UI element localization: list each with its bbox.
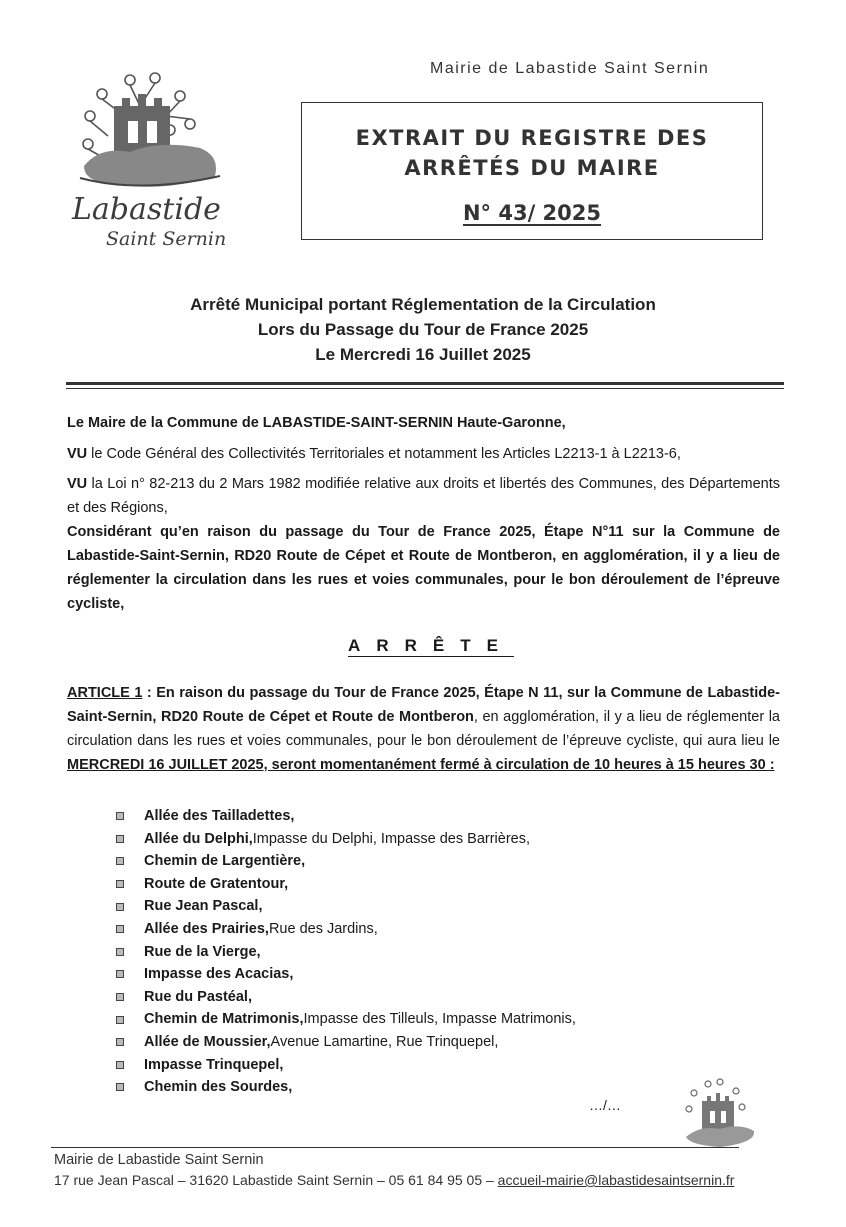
arrete-heading xyxy=(0,636,846,656)
bullet-square-icon xyxy=(116,1083,124,1091)
vu-label: VU xyxy=(67,476,88,492)
street-extra: Rue des Jardins, xyxy=(268,920,378,937)
street-name: Rue du Pastéal, xyxy=(144,988,252,1005)
article-1-bold-text: En raison du passage du Tour de France 2025, Étape N 11, sur la Commune de Labastide-Saint-Sernin, RD20 Route de Cépet et Route de Montberon xyxy=(67,685,781,725)
article-1-colon: : xyxy=(142,685,157,701)
maire-line: Le Maire de la Commune de LABASTIDE-SAINT-SERNIN Haute-Garonne, xyxy=(67,415,566,431)
street-extra: Avenue Lamartine, Rue Trinquepel, xyxy=(270,1033,499,1050)
town-logo xyxy=(70,66,230,256)
title-line-1: EXTRAIT DU REGISTRE DES xyxy=(355,126,709,150)
list-item xyxy=(116,1076,576,1099)
street-extra: Impasse des Tilleuls, Impasse Matrimonis, xyxy=(303,1011,576,1028)
divider-thick xyxy=(66,382,784,385)
vu-paragraph-1 xyxy=(67,442,780,466)
footer-contact xyxy=(54,1172,734,1188)
bullet-square-icon xyxy=(116,903,124,911)
town-emblem-icon xyxy=(70,66,230,196)
vu-text: la Loi n° 82-213 du 2 Mars 1982 modifiée relative aux droits et libertés des Communes, des Départements et des Régions, xyxy=(67,476,780,516)
list-item xyxy=(116,828,576,851)
street-name: Rue de la Vierge, xyxy=(144,943,261,960)
street-name: Allée de Moussier, xyxy=(144,1033,271,1050)
small-town-logo xyxy=(680,1075,760,1150)
street-name: Chemin de Largentière, xyxy=(144,853,306,870)
considerant-paragraph: Considérant qu’en raison du passage du Tour de France 2025, Étape N°11 sur la Commune de Labastide-Saint-Sernin, RD20 Route de Cépet et Route de Montberon, en agglomération, il y a lieu de réglementer la circulation dans les rues et voies communales, pour le bon déroulement de l’épreuve cycliste, xyxy=(67,524,780,612)
bullet-square-icon xyxy=(116,993,124,1001)
mairie-header: Mairie de Labastide Saint Sernin xyxy=(430,60,710,77)
logo-title: Labastide xyxy=(72,192,221,227)
subject-line-3: Le Mercredi 16 Juillet 2025 xyxy=(315,345,531,364)
footer-mairie: Mairie de Labastide Saint Sernin xyxy=(54,1152,264,1168)
bullet-square-icon xyxy=(116,857,124,865)
vu-text: le Code Général des Collectivités Territoriales et notamment les Articles L2213-1 à L2213-6, xyxy=(87,446,681,462)
article-1-closure-text: MERCREDI 16 JUILLET 2025, seront momentanément fermé à circulation de 10 heures à 15 heures 30 : xyxy=(67,757,775,773)
town-emblem-icon xyxy=(680,1075,760,1150)
divider-thin xyxy=(66,388,784,389)
arrete-word: ARRÊTE xyxy=(348,636,514,655)
vu-label: VU xyxy=(67,446,88,462)
bullet-square-icon xyxy=(116,880,124,888)
bullet-square-icon xyxy=(116,1016,124,1024)
subject-heading xyxy=(0,292,846,367)
bullet-square-icon xyxy=(116,970,124,978)
street-name: Chemin des Sourdes, xyxy=(144,1079,293,1096)
list-item xyxy=(116,986,576,1009)
continuation-mark: …/… xyxy=(589,1097,621,1113)
bullet-square-icon xyxy=(116,1061,124,1069)
street-list xyxy=(116,805,576,1099)
street-name: Allée des Prairies, xyxy=(144,920,269,937)
list-item xyxy=(116,1054,576,1077)
title-line-2: ARRÊTÉS DU MAIRE xyxy=(404,156,660,180)
street-name: Chemin de Matrimonis, xyxy=(144,1011,304,1028)
street-extra: Impasse du Delphi, Impasse des Barrières, xyxy=(252,830,531,847)
street-name: Allée du Delphi, xyxy=(144,830,253,847)
street-name: Route de Gratentour, xyxy=(144,875,289,892)
footer-divider xyxy=(51,1147,739,1148)
bullet-square-icon xyxy=(116,1038,124,1046)
bullet-square-icon xyxy=(116,948,124,956)
list-item xyxy=(116,895,576,918)
list-item xyxy=(116,941,576,964)
street-name: Impasse Trinquepel, xyxy=(144,1056,284,1073)
subject-line-1: Arrêté Municipal portant Réglementation de la Circulation xyxy=(190,295,656,314)
bullet-square-icon xyxy=(116,835,124,843)
street-name: Rue Jean Pascal, xyxy=(144,898,263,915)
subject-line-2: Lors du Passage du Tour de France 2025 xyxy=(257,320,589,339)
street-name: Allée des Tailladettes, xyxy=(144,808,295,824)
vu-paragraph-2 xyxy=(67,472,780,520)
list-item xyxy=(116,850,576,873)
list-item xyxy=(116,805,576,828)
street-name: Impasse des Acacias, xyxy=(144,966,294,983)
list-item xyxy=(116,963,576,986)
footer-email-link[interactable]: accueil-mairie@labastidesaintsernin.fr xyxy=(497,1172,735,1188)
logo-subtitle: Saint Sernin xyxy=(106,228,227,250)
list-item xyxy=(116,1008,576,1031)
arrete-number: N° 43/ 2025 xyxy=(462,201,602,225)
article-1-label: ARTICLE 1 xyxy=(67,685,143,701)
list-item xyxy=(116,873,576,896)
bullet-square-icon xyxy=(116,925,124,933)
article-1-text: , en agglomération, il y a lieu de réglementer la circulation dans les rues et voies communales, pour le bon déroulement de l’épreuve cycliste, qui aura lieu le xyxy=(67,709,780,749)
list-item xyxy=(116,1031,576,1054)
list-item xyxy=(116,918,576,941)
article-1-paragraph xyxy=(67,681,780,777)
title-box xyxy=(301,102,763,240)
bullet-square-icon xyxy=(116,812,124,820)
footer-address: 17 rue Jean Pascal – 31620 Labastide Saint Sernin – 05 61 84 95 05 – xyxy=(54,1172,498,1188)
